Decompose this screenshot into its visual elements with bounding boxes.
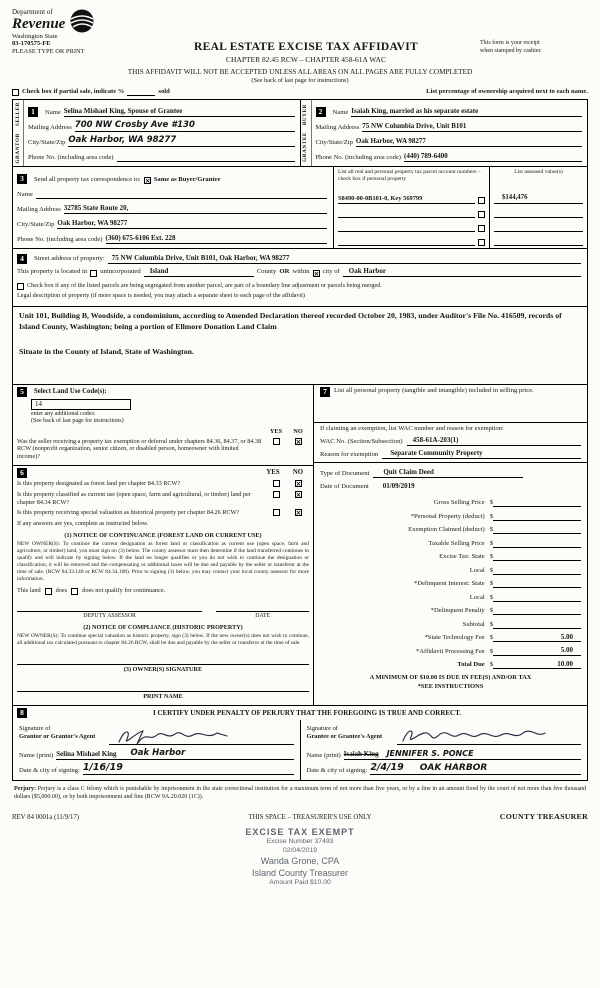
assessed-value-field[interactable] <box>494 245 583 246</box>
county-word: County <box>256 268 277 276</box>
parties-section <box>12 99 588 166</box>
parcel-number-field[interactable] <box>338 231 475 232</box>
money-value-field[interactable] <box>493 547 581 548</box>
deputy-date-line: DATE <box>216 611 309 620</box>
parcel-personal-checkbox-4[interactable] <box>478 239 485 246</box>
parcel-number-field[interactable] <box>338 217 475 218</box>
current-use-no-checkbox[interactable]: × <box>295 491 302 500</box>
dollar-sign: $ <box>489 553 493 561</box>
seller-name-label: Name <box>45 108 61 116</box>
grantor-date-handwritten[interactable]: 1/16/19 <box>83 762 294 775</box>
notice-continuance-body: NEW OWNER(S): To continue the current designation as forest land or classification as current use (open space, farm and agriculture, or timber) land, you must sign on (3) below. The county assessor must then determine if the land transferred continues to qualify and will indicate by signing below. If the land no longer qualifies or you do not wish to continue the designation or classification, it will be removed and the compensating or additional taxes will be due and payable by the seller or transferor at the time of sale. (RCW 84.33.140 or RCW 84.34.108). Prior to signing (3) below, you may contact your local county assessor for more information. <box>17 540 309 583</box>
partial-sale-row <box>12 88 588 96</box>
parcel-number-field[interactable] <box>338 245 475 246</box>
wac-label: WAC No. (Section/Subsection) <box>320 437 403 445</box>
grantee-date-label: Date & city of signing: <box>306 766 368 774</box>
corr-city-label: City/State/Zip <box>17 220 55 228</box>
same-as-buyer-label: Same as Buyer/Grantee <box>153 175 221 183</box>
buyer-phone-value[interactable]: (440) 789-6400 <box>404 152 582 162</box>
type-or-print-note: PLEASE TYPE OR PRINT <box>12 48 85 56</box>
stamp-treasurer-name: Wanda Grone, CPA <box>260 855 340 866</box>
money-label: *Personal Property (deduct) <box>410 512 485 520</box>
assessed-value[interactable]: $144,476 <box>494 194 583 203</box>
money-table <box>320 494 581 670</box>
buyer-role-word: BUYER <box>302 104 309 126</box>
see-back-note-2: (See back of last page for instructions) <box>31 418 124 425</box>
assessed-value-field[interactable] <box>494 231 583 232</box>
buyer-side-label <box>301 100 312 166</box>
seller-address-label: Mailing Address <box>28 123 72 131</box>
see-back-note: (See back of last page for instructions) <box>251 76 349 84</box>
grantee-city-handwritten: OAK HARBOR <box>419 762 488 773</box>
historic-question: Is this property receiving special valuation as historical property per chapter 84.26 RCW? <box>17 508 240 516</box>
buyer-address-value[interactable]: 75 NW Columbia Drive, Unit B101 <box>362 122 582 132</box>
perjury-body: Perjury is a class C felony which is punishable by imprisonment in the state correctional institution for a maximum term of not more than five years, or by a fine in an amount fixed by the court of not more than five thousand dollars ($5,000.00), or by both imprisonment and fine (RCW 9A.20.020 (1C)). <box>14 785 587 800</box>
dollar-sign: $ <box>489 526 493 534</box>
money-value-field[interactable] <box>493 614 581 615</box>
forest-yes-checkbox[interactable] <box>273 480 280 487</box>
money-value-field[interactable] <box>493 520 581 521</box>
grantor-signature-field[interactable] <box>109 721 294 745</box>
section-4-number: 4 <box>17 254 27 264</box>
yes-header-2: YES <box>266 469 280 477</box>
money-value-field[interactable]: 10.00 <box>493 660 581 670</box>
page-title: REAL ESTATE EXCISE TAX AFFIDAVIT <box>194 41 418 53</box>
certification-section <box>12 706 588 781</box>
see-instructions-note: *SEE INSTRUCTIONS <box>417 683 484 691</box>
partial-sale-label: Check box if partial sale, indicate % <box>22 87 125 95</box>
money-label: Taxable Selling Price <box>428 539 485 547</box>
section-7-number: 7 <box>320 387 330 397</box>
certify-statement: I CERTIFY UNDER PENALTY OF PERJURY THAT THE FOREGOING IS TRUE AND CORRECT. <box>152 708 461 717</box>
receipt-note-line1: This form is your receipt <box>480 40 540 46</box>
deputy-assessor-line: DEPUTY ASSESSOR <box>17 611 202 620</box>
parcel-numbers-header: List all real and personal property tax parcel account numbers – check box if personal property <box>338 168 481 182</box>
seller-city-label: City/State/Zip <box>28 138 66 146</box>
tax-computation-column <box>313 385 587 705</box>
receipt-note <box>480 40 588 65</box>
grantor-sig-label-line2: Grantor or Grantor's Agent <box>19 732 96 740</box>
logo-state-text: Washington State <box>12 32 58 40</box>
or-word: OR <box>279 268 290 276</box>
buyer-phone-label: Phone No. (including area code) <box>315 153 402 161</box>
money-value-field[interactable] <box>493 560 581 561</box>
dollar-sign: $ <box>489 607 493 615</box>
partial-sale-checkbox[interactable] <box>12 89 19 96</box>
located-in-label: This property is located in <box>17 268 88 276</box>
deferral-question: Was the seller receiving a property tax exemption or deferral under chapters 84.36, 84.37, or 84.38 RCW (nonprofit organization, senior citizen, or disabled person, homeowner with limited income)? <box>17 437 262 461</box>
form-revision-number: REV 84 0001a (11/9/17) <box>12 814 80 822</box>
current-use-yes-checkbox[interactable] <box>273 491 280 498</box>
grantee-name-handwritten: JENNIFER S. PONCE <box>386 748 474 758</box>
money-label: Excise Tax: State <box>439 553 485 561</box>
chapter-subtitle: CHAPTER 82.45 RCW – CHAPTER 458-61A WAC <box>226 55 386 65</box>
logo-dept-text: Department of <box>12 8 53 16</box>
land-use-column <box>13 385 313 705</box>
money-value-field[interactable]: 5.00 <box>493 633 581 643</box>
grantor-printed-name[interactable]: Selina Mishael King <box>56 750 117 759</box>
completion-warning: THIS AFFIDAVIT WILL NOT BE ACCEPTED UNLESS ALL AREAS ON ALL PAGES ARE FULLY COMPLETED <box>127 67 473 76</box>
corr-address-label: Mailing Address <box>17 205 61 213</box>
wac-value[interactable]: 458-61A-203(1) <box>407 436 581 446</box>
grantor-sig-label <box>19 725 105 740</box>
parcel-personal-checkbox-2[interactable] <box>478 211 485 218</box>
money-label: *Delinquent Interest: State <box>414 580 485 588</box>
buyer-city-value[interactable]: Oak Harbor, WA 98277 <box>356 137 582 147</box>
grantee-signature <box>399 726 549 748</box>
form-header <box>12 40 588 65</box>
if-yes-note: If any answers are yes, complete as instructed below. <box>17 520 149 528</box>
grantor-signature-block <box>13 720 300 780</box>
buyer-section <box>300 100 588 166</box>
qualify-does-label: does <box>55 587 68 595</box>
parcel-personal-checkbox-3[interactable] <box>478 225 485 232</box>
grantor-signature <box>113 726 233 748</box>
money-label: Total Due <box>457 661 485 669</box>
segregated-checkbox[interactable] <box>17 283 24 290</box>
section-5-number: 5 <box>17 387 27 397</box>
no-header-2: NO <box>292 469 304 477</box>
section-1-number: 1 <box>28 107 38 117</box>
grantee-printed-name[interactable]: Isaiah King <box>343 750 379 759</box>
assessed-value-field[interactable] <box>494 217 583 218</box>
ownership-note: List percentage of ownership acquired next to each name. <box>426 87 588 95</box>
city-name-value[interactable]: Oak Harbor <box>343 267 581 277</box>
legal-description-label: Legal description of property (if more space is needed, you may attach a separate sheet to each page of the affidavit) <box>17 291 305 299</box>
grantee-sig-label-line2: Grantee or Grantee's Agent <box>306 732 383 740</box>
minimum-due-note: A MINIMUM OF $10.00 IS DUE IN FEE(S) AND/OR TAX <box>369 674 532 682</box>
street-address-label: Street address of property: <box>34 255 105 263</box>
dollar-sign: $ <box>489 661 493 669</box>
seller-name-value[interactable]: Selina Mishael King, Spouse of Grantee <box>64 107 295 117</box>
legal-description-section <box>12 306 588 384</box>
corr-city-value[interactable]: Oak Harbor, WA 98277 <box>57 219 327 229</box>
owners-signature-field[interactable] <box>17 651 309 665</box>
money-label: Subtotal <box>462 620 485 628</box>
property-location-section <box>12 248 588 306</box>
dor-logo-mark-icon <box>69 8 95 34</box>
additional-codes-label: enter any additional codes: <box>31 410 96 417</box>
land-does-not-checkbox[interactable] <box>71 588 78 595</box>
money-value-field[interactable] <box>493 601 581 602</box>
stamp-date: 02/04/2019 <box>282 847 318 855</box>
treasurer-stamp <box>12 827 588 889</box>
dollar-sign: $ <box>489 566 493 574</box>
grantee-date-handwritten: 2/4/19 <box>370 762 404 774</box>
money-value-field[interactable]: 5.00 <box>493 646 581 656</box>
money-value-field[interactable] <box>493 533 581 534</box>
notice-compliance-body: NEW OWNER(S): To continue special valuation as historic property, sign (3) below. If the new owner(s) does not wish to continue, all additional tax calculated pursuant to chapter 84.26 RCW, shall be due and payable by the seller or transferor at the time of sale. <box>17 633 309 647</box>
dollar-sign: $ <box>489 620 493 628</box>
seller-role-word: SELLER <box>14 102 21 127</box>
partial-sale-percent-field[interactable] <box>127 95 155 96</box>
land-use-title: Select Land Use Code(s): <box>34 388 107 396</box>
money-label: Local <box>469 593 485 601</box>
money-label: Gross Selling Price <box>433 499 485 507</box>
buyer-city-label: City/State/Zip <box>315 138 353 146</box>
money-label: *Delinquent Penalty <box>430 607 485 615</box>
current-use-question: Is this property classified as current use (open space, farm and agricultural, or timber) land per chapter 84.34 RCW? <box>17 491 251 507</box>
money-value-field[interactable] <box>493 628 581 629</box>
doc-type-value[interactable]: Quit Claim Deed <box>373 468 523 478</box>
corr-address-value[interactable]: 32785 State Route 20, <box>64 204 327 214</box>
money-label: Exemption Claimed (deduct) <box>408 526 485 534</box>
stamp-excise-number: Excise Number 37493 <box>266 838 334 846</box>
doc-date-label: Date of Document <box>320 482 369 490</box>
grantee-signature-block <box>300 720 588 780</box>
grantor-sig-label-line1: Signature of <box>19 725 51 733</box>
owners-signature-caption: (3) OWNER(S) SIGNATURE <box>123 666 203 674</box>
deferral-no-checkbox[interactable]: × <box>295 437 302 446</box>
money-label: *State Technology Fee <box>424 634 485 642</box>
grantee-role-word: GRANTEE <box>302 131 309 162</box>
grantee-name-print-label: Name (print) <box>306 751 341 759</box>
grantee-sig-label-line1: Signature of <box>306 725 338 733</box>
dollar-sign: $ <box>489 593 493 601</box>
stamp-amount-paid: Amount Paid $10.00 <box>269 879 331 887</box>
corr-phone-label: Phone No. (including area code) <box>17 235 103 243</box>
situate-text: Situate in the County of Island, State of Washington. <box>19 346 194 356</box>
dollar-sign: $ <box>489 499 493 507</box>
dollar-sign: $ <box>489 647 493 655</box>
land-use-and-tax-section <box>12 384 588 706</box>
parcel-number-value[interactable]: S8490-00-0B101-0, Key 569799 <box>338 195 475 204</box>
reason-label: Reason for exemption <box>320 450 379 458</box>
forest-no-checkbox[interactable]: × <box>295 479 302 488</box>
section-3-number: 3 <box>17 174 27 184</box>
receipt-note-line2: when stamped by cashier. <box>480 47 542 54</box>
send-correspondence-label: Send all property tax correspondence to: <box>34 175 141 183</box>
grantor-role-word: GRANTOR <box>14 132 21 164</box>
money-value-field[interactable] <box>493 506 581 507</box>
footer <box>12 812 588 822</box>
county-treasurer-label: COUNTY TREASURER <box>499 812 588 822</box>
deferral-yes-checkbox[interactable] <box>273 438 280 445</box>
reason-value[interactable]: Separate Community Property <box>382 449 581 459</box>
unincorporated-checkbox[interactable] <box>90 270 97 277</box>
seller-city-value[interactable]: Oak Harbor, WA 98277 <box>68 135 294 147</box>
money-label: *Affidavit Processing Fee <box>415 647 485 655</box>
assessed-values-header: List assessed value(s) <box>514 168 563 175</box>
unincorporated-label: unincorporated <box>100 268 141 276</box>
section-8-number: 8 <box>17 708 27 718</box>
money-value-field[interactable] <box>493 587 581 588</box>
personal-property-label: List all personal property (tangible and intangible) included in selling price. <box>334 386 534 394</box>
corr-name-label: Name <box>17 190 33 198</box>
city-checkbox[interactable]: × <box>313 269 320 278</box>
stamp-exempt-line: EXCISE TAX EXEMPT <box>245 826 355 837</box>
doc-date-value[interactable]: 01/09/2019 <box>382 482 415 491</box>
buyer-name-label: Name <box>332 108 349 116</box>
within-word: within <box>292 268 310 276</box>
legal-description-text: Unit 101, Building B, Woodside, a condominium, according to Amended Declaration thereof recorded October 20, 1983, under Auditor's File No. 416509, records of Island County, Washington; being a portion of Ellmore Donation Land Claim <box>19 310 562 331</box>
dollar-sign: $ <box>489 634 493 642</box>
segregated-label: Check box if any of the listed parcels are being segregated from another parcel, are part of a boundary line adjustment or parcels being merged. <box>27 282 382 290</box>
seller-side-label <box>13 100 24 166</box>
notice-compliance-title: (2) NOTICE OF COMPLIANCE (HISTORIC PROPERTY) <box>83 624 243 632</box>
seller-phone-value[interactable] <box>117 161 295 162</box>
seller-phone-label: Phone No. (including area code) <box>28 153 114 161</box>
dollar-sign: $ <box>489 539 493 547</box>
grantee-sig-label <box>307 725 393 740</box>
stamp-treasurer-title: Island County Treasurer <box>251 867 349 878</box>
parcel-personal-checkbox-1[interactable] <box>478 197 485 204</box>
grantor-city-handwritten: Oak Harbor <box>130 748 186 759</box>
logo-revenue-text: Revenue <box>12 15 66 32</box>
section-2-number: 2 <box>316 107 326 117</box>
personal-property-blank-area[interactable] <box>320 397 581 419</box>
land-use-code-value[interactable]: 14 <box>31 399 131 410</box>
dollar-sign: $ <box>489 512 493 520</box>
historic-yes-checkbox[interactable] <box>273 509 280 516</box>
doc-type-label: Type of Document <box>320 469 370 477</box>
perjury-statement <box>12 781 588 804</box>
historic-no-checkbox[interactable]: × <box>295 508 302 517</box>
grantor-name-print-label: Name (print) <box>19 751 54 759</box>
sold-label: sold <box>158 87 170 95</box>
dollar-sign: $ <box>489 580 493 588</box>
money-label: Local <box>469 566 485 574</box>
city-of-label: city of <box>322 268 340 276</box>
buyer-address-label: Mailing Address <box>315 123 360 131</box>
form-code: 03-170575-FE <box>12 40 51 47</box>
county-name-value[interactable]: Island <box>144 267 254 277</box>
section-6-number: 6 <box>17 468 27 478</box>
same-as-buyer-checkbox[interactable]: × <box>144 176 151 185</box>
exemption-intro: If claiming an exemption, list WAC number and reason for exemption: <box>320 424 504 432</box>
no-header: NO <box>293 427 303 435</box>
print-name-caption: PRINT NAME <box>143 693 183 701</box>
seller-address-value[interactable]: 700 NW Crosby Ave #130 <box>75 120 295 132</box>
treasurer-space-label: THIS SPACE – TREASURER'S USE ONLY <box>248 814 372 822</box>
grantee-signature-field[interactable] <box>397 721 582 745</box>
notice-continuance-title: (1) NOTICE OF CONTINUANCE (FOREST LAND OR CURRENT USE) <box>64 532 262 540</box>
yes-header: YES <box>269 427 283 435</box>
seller-section <box>13 100 300 166</box>
grantor-date-label: Date & city of signing: <box>19 766 80 774</box>
corr-phone-value[interactable]: (360) 675-6106 Ext. 228 <box>106 234 327 244</box>
money-value-field[interactable] <box>493 574 581 575</box>
street-address-value[interactable]: 75 NW Columbia Drive, Unit B101, Oak Harbor, WA 98277 <box>108 254 581 264</box>
print-name-field[interactable] <box>17 678 309 692</box>
perjury-lead: Perjury: <box>14 785 36 792</box>
buyer-name-value[interactable]: Isaiah King, married as his separate estate <box>351 107 582 117</box>
forest-land-question: Is this property designated as forest land per chapter 84.33 RCW? <box>17 479 181 487</box>
qualify-intro: This land <box>17 587 41 595</box>
qualify-does-not-label: does not qualify for continuance. <box>82 587 166 595</box>
corr-name-value[interactable] <box>36 198 327 199</box>
tax-correspondence-section <box>12 166 588 248</box>
land-does-checkbox[interactable] <box>45 588 52 595</box>
